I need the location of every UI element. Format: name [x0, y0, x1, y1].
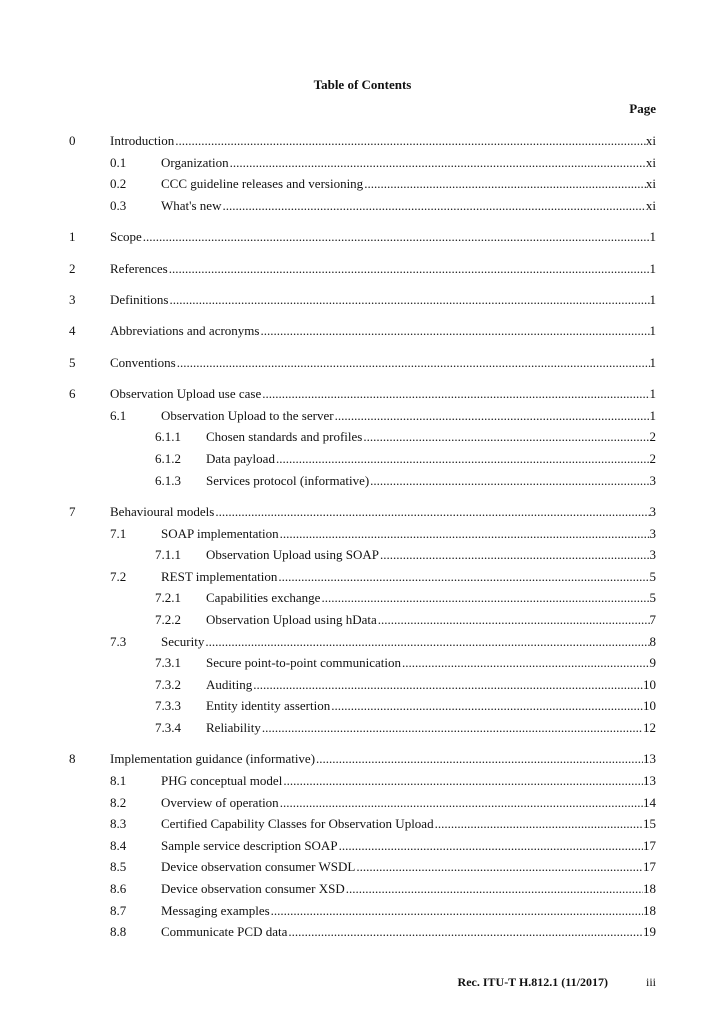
toc-entry-page: 10 — [643, 698, 656, 714]
dot-leader — [320, 589, 649, 607]
toc-entry-page: 13 — [643, 751, 656, 767]
toc-entry-number: 6.1.3 — [155, 472, 181, 488]
toc-entry-number: 8.2 — [110, 794, 127, 810]
toc-entry-line — [206, 472, 656, 490]
dot-leader — [169, 291, 650, 309]
toc-entry-page: 19 — [643, 924, 656, 940]
toc-entry[interactable] — [0, 132, 725, 150]
toc-entry[interactable] — [0, 676, 725, 694]
toc-entry-title: Definitions — [110, 292, 169, 307]
toc-entry-number: 0.3 — [110, 197, 127, 213]
dot-leader — [315, 750, 643, 768]
toc-entry-number: 3 — [69, 292, 76, 307]
toc-entry-line — [161, 923, 656, 941]
toc-entry-page: 1 — [649, 229, 656, 245]
toc-entry-number: 7.2.1 — [155, 590, 181, 606]
toc-entry-title: Security — [161, 633, 205, 649]
toc-entry-number: 1 — [69, 229, 76, 245]
toc-entry-number: 7.3 — [110, 633, 127, 649]
toc-entry-page: 18 — [643, 902, 656, 918]
toc-entry-title: Device observation consumer XSD — [161, 881, 345, 896]
toc-entry-page: 1 — [649, 354, 656, 370]
toc-entry-title: Communicate PCD data — [161, 924, 288, 940]
toc-entry-page: 1 — [649, 260, 656, 276]
toc-entry-page: 1 — [649, 292, 656, 307]
dot-leader — [377, 611, 650, 629]
page-title: Table of Contents — [313, 77, 412, 92]
toc-entry-line — [206, 589, 656, 607]
toc-entry-line — [161, 568, 656, 586]
toc-entry-line — [161, 815, 656, 833]
toc-entry[interactable] — [0, 525, 725, 543]
toc-entry[interactable] — [0, 407, 725, 425]
toc-entry-page: 5 — [649, 590, 656, 606]
toc-entry-line — [110, 385, 656, 403]
dot-leader — [345, 880, 643, 898]
toc-entry[interactable] — [0, 794, 725, 812]
toc-entry-line — [110, 354, 656, 372]
toc-entry-number: 7.1.1 — [155, 547, 181, 563]
toc-entry-title: Introduction — [110, 133, 175, 148]
toc-entry-title: Organization — [161, 154, 229, 170]
dot-leader — [279, 525, 650, 543]
dot-leader — [379, 546, 650, 564]
dot-leader — [279, 794, 643, 812]
toc-entry[interactable] — [0, 197, 725, 215]
toc-entry[interactable] — [0, 719, 725, 737]
recommendation-reference: Rec. ITU-T H.812.1 (11/2017) — [457, 975, 608, 989]
dot-leader — [168, 260, 650, 278]
toc-entry-title: Observation Upload using SOAP — [206, 547, 379, 563]
toc-entry-number: 6.1.2 — [155, 451, 181, 466]
toc-entry-title: Device observation consumer WSDL — [161, 859, 356, 875]
toc-entry-number: 8.8 — [110, 924, 127, 940]
dot-leader — [363, 175, 646, 193]
toc-entry-number: 0 — [69, 133, 76, 148]
toc-entry[interactable] — [0, 568, 725, 586]
dot-leader — [287, 923, 643, 941]
toc-entry-line — [110, 322, 656, 340]
toc-entry-number: 7.1 — [110, 525, 127, 541]
toc-entry-page: 2 — [649, 451, 656, 466]
toc-entry-title: Scope — [110, 229, 142, 245]
toc-entry-page: 3 — [649, 547, 656, 563]
toc-entry-title: Overview of operation — [161, 794, 279, 810]
toc-entry-title: References — [110, 260, 168, 276]
toc-entry-number: 8.7 — [110, 902, 127, 918]
toc-entry[interactable] — [0, 750, 725, 768]
toc-entry-page: 1 — [649, 323, 656, 339]
toc-entry-title: Secure point-to-point communication — [206, 655, 401, 671]
toc-entry-title: Reliability — [206, 720, 261, 735]
toc-entry-title: REST implementation — [161, 568, 278, 584]
toc-entry-page: xi — [645, 197, 656, 213]
toc-entry-line — [161, 633, 656, 651]
toc-entry-number: 0.1 — [110, 154, 127, 170]
dot-leader — [330, 697, 643, 715]
toc-entry-number: 8.1 — [110, 773, 127, 788]
toc-entry-number: 8.3 — [110, 816, 127, 832]
toc-entry-title: PHG conceptual model — [161, 773, 283, 788]
page-footer — [458, 975, 656, 990]
toc-entry[interactable] — [0, 837, 725, 855]
toc-entry[interactable] — [0, 772, 725, 790]
toc-entry-line — [206, 546, 656, 564]
toc-entry-number: 8.5 — [110, 859, 127, 875]
toc-entry-title: SOAP implementation — [161, 525, 279, 541]
dot-leader — [369, 472, 649, 490]
toc-entry-title: Abbreviations and acronyms — [110, 323, 260, 339]
toc-entry-title: What's new — [161, 197, 222, 213]
toc-entry-line — [161, 525, 656, 543]
dot-leader — [338, 837, 643, 855]
toc-entry-number: 7.3.2 — [155, 676, 181, 692]
toc-entry-number: 7.3.1 — [155, 655, 181, 671]
toc-entry-page: 17 — [643, 859, 656, 875]
toc-entry[interactable] — [0, 450, 725, 468]
toc-entry-title: Conventions — [110, 354, 176, 370]
toc-entry-line — [161, 772, 656, 790]
toc-entry[interactable] — [0, 697, 725, 715]
toc-entry-number: 8.4 — [110, 837, 127, 853]
toc-entry-line — [110, 228, 656, 246]
dot-leader — [174, 132, 646, 150]
toc-entry-number: 6.1 — [110, 407, 127, 423]
page-column-header: Page — [629, 101, 656, 116]
toc-entry-page: 13 — [643, 773, 656, 788]
toc-entry-line — [161, 858, 656, 876]
toc-entry-line — [206, 676, 656, 694]
dot-leader — [270, 902, 643, 920]
toc-entry-line — [206, 428, 656, 446]
dot-leader — [277, 568, 649, 586]
dot-leader — [434, 815, 643, 833]
toc-entry[interactable] — [0, 175, 725, 193]
toc-entry-title: Entity identity assertion — [206, 698, 331, 714]
toc-entry[interactable] — [0, 354, 725, 372]
toc-entry-page: 3 — [649, 504, 656, 519]
toc-entry-page: 15 — [643, 816, 656, 832]
toc-entry-page: 7 — [649, 612, 656, 627]
toc-entry-title: Data payload — [206, 451, 275, 466]
toc-entry-page: 12 — [643, 720, 656, 735]
toc-entry-title: Messaging examples — [161, 902, 270, 918]
toc-entry-line — [161, 154, 656, 172]
toc-entry-title: Implementation guidance (informative) — [110, 751, 316, 767]
toc-entry-line — [161, 837, 656, 855]
toc-entry-line — [161, 197, 656, 215]
toc-entry-page: xi — [645, 154, 656, 170]
toc-entry-page: 2 — [649, 429, 656, 445]
toc-entry-line — [110, 260, 656, 278]
dot-leader — [334, 407, 650, 425]
dot-leader — [221, 197, 645, 215]
toc-entry-title: Services protocol (informative) — [206, 472, 370, 488]
toc-entry[interactable] — [0, 902, 725, 920]
toc-entry-line — [161, 407, 656, 425]
toc-entry-title: Capabilities exchange — [206, 590, 321, 606]
dot-leader — [176, 354, 650, 372]
toc-entry-number: 4 — [69, 323, 76, 339]
toc-entry[interactable] — [0, 923, 725, 941]
toc-entry[interactable] — [0, 260, 725, 278]
dot-leader — [275, 450, 650, 468]
dot-leader — [214, 503, 649, 521]
toc-entry-title: Observation Upload using hData — [206, 612, 377, 627]
toc-entry-line — [110, 291, 656, 309]
toc-entry-number: 7.2.2 — [155, 612, 181, 627]
page-number: iii — [645, 975, 656, 989]
toc-entry[interactable] — [0, 611, 725, 629]
toc-entry-page: 1 — [649, 386, 656, 402]
toc-entry[interactable] — [0, 654, 725, 672]
toc-entry-number: 6.1.1 — [155, 429, 181, 445]
toc-entry-page: 8 — [649, 633, 656, 649]
toc-entry-line — [161, 175, 656, 193]
toc-entry-title: Sample service description SOAP — [161, 837, 338, 853]
toc-entry-title: Auditing — [206, 676, 253, 692]
toc-entry-line — [206, 719, 656, 737]
toc-entry-page: 5 — [649, 568, 656, 584]
toc-entry[interactable] — [0, 322, 725, 340]
dot-leader — [282, 772, 643, 790]
toc-entry-number: 5 — [69, 354, 76, 370]
toc-entry-page: 14 — [643, 794, 656, 810]
toc-entry-page: 3 — [649, 525, 656, 541]
toc-entry-line — [161, 880, 656, 898]
dot-leader — [252, 676, 643, 694]
toc-entry-number: 7 — [69, 504, 76, 519]
toc-entry-number: 6 — [69, 386, 76, 402]
toc-entry-number: 7.3.4 — [155, 720, 181, 735]
toc-entry-number: 7.2 — [110, 568, 127, 584]
toc-entry-title: Observation Upload to the server — [161, 407, 334, 423]
toc-entry-number: 8.6 — [110, 881, 127, 896]
toc-entry[interactable] — [0, 472, 725, 490]
dot-leader — [362, 428, 649, 446]
toc-entry-line — [161, 794, 656, 812]
toc-entry-page: 1 — [649, 407, 656, 423]
toc-entry[interactable] — [0, 154, 725, 172]
toc-entry[interactable] — [0, 228, 725, 246]
toc-entry-title: Behavioural models — [110, 504, 215, 519]
toc-entry-page: 3 — [649, 472, 656, 488]
dot-leader — [142, 228, 650, 246]
toc-entry[interactable] — [0, 633, 725, 651]
toc-entry-line — [110, 503, 656, 521]
toc-entry-number: 0.2 — [110, 176, 127, 192]
toc-entry-line — [206, 697, 656, 715]
dot-leader — [229, 154, 646, 172]
toc-entry[interactable] — [0, 815, 725, 833]
toc-entry-number: 2 — [69, 260, 76, 276]
toc-entry-number: 7.3.3 — [155, 698, 181, 714]
toc-entry-line — [110, 750, 656, 768]
dot-leader — [401, 654, 650, 672]
toc-entry-line — [161, 902, 656, 920]
toc-entry-page: 10 — [643, 676, 656, 692]
toc-entry[interactable] — [0, 546, 725, 564]
toc-entry-line — [206, 654, 656, 672]
dot-leader — [204, 633, 649, 651]
toc-entry[interactable] — [0, 428, 725, 446]
toc-entry-page: 18 — [643, 881, 656, 896]
toc-entry-title: Chosen standards and profiles — [206, 429, 363, 445]
toc-entry-title: Certified Capability Classes for Observation Upload — [161, 816, 434, 832]
toc-entry[interactable] — [0, 880, 725, 898]
dot-leader — [355, 858, 643, 876]
toc-entry-line — [206, 611, 656, 629]
toc-entry-page: 9 — [649, 655, 656, 671]
dot-leader — [259, 322, 649, 340]
dot-leader — [261, 719, 643, 737]
toc-entry-line — [110, 132, 656, 150]
toc-entry[interactable] — [0, 503, 725, 521]
toc-entry[interactable] — [0, 589, 725, 607]
toc-entry-page: xi — [645, 176, 656, 192]
toc-entry-number: 8 — [69, 751, 76, 767]
toc-entry-title: CCC guideline releases and versioning — [161, 176, 364, 192]
dot-leader — [261, 385, 649, 403]
toc-entry-line — [206, 450, 656, 468]
toc-entry[interactable] — [0, 291, 725, 309]
toc-entry-title: Observation Upload use case — [110, 386, 262, 402]
toc-entry[interactable] — [0, 385, 725, 403]
toc-entry-page: xi — [645, 133, 656, 148]
toc-entry-page: 17 — [643, 837, 656, 853]
toc-entry[interactable] — [0, 858, 725, 876]
